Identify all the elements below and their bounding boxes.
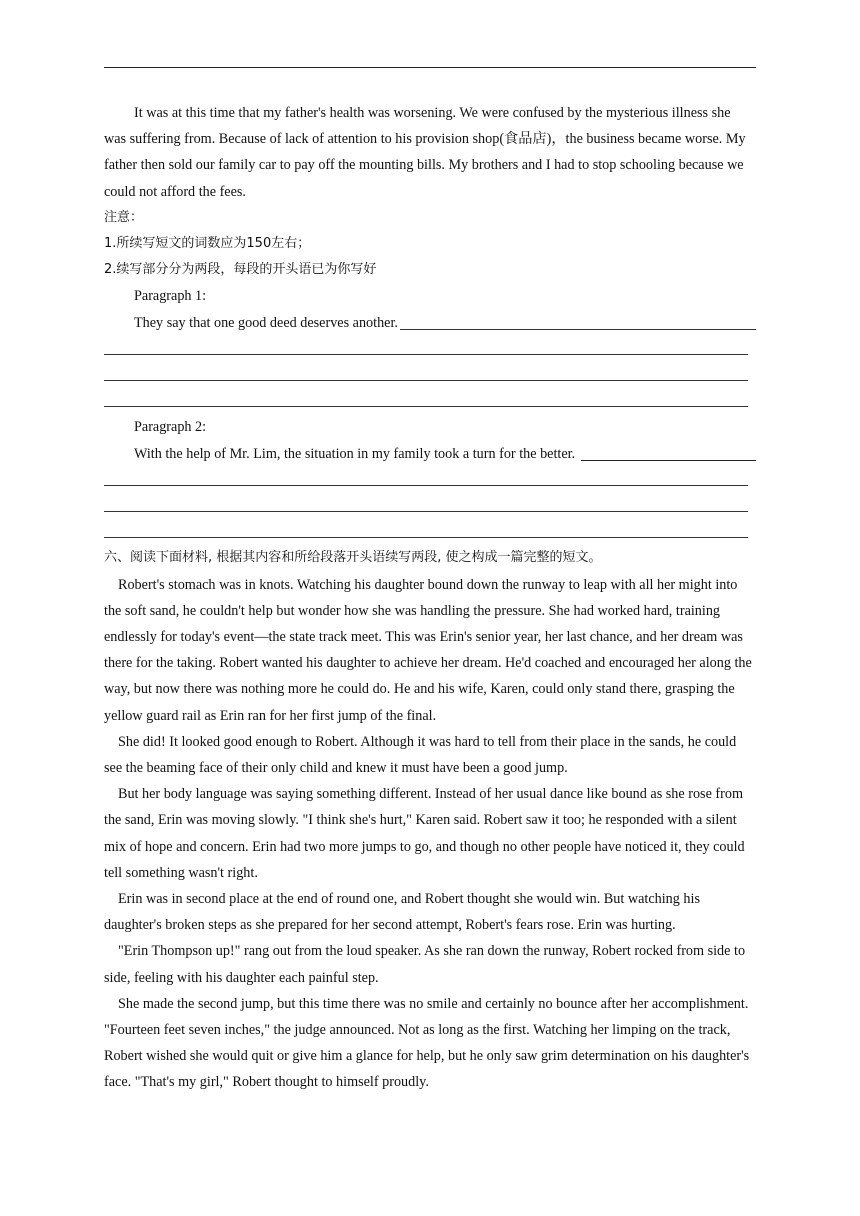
writing-line[interactable]	[104, 336, 756, 362]
notes-item-1: 1.所续写短文的词数应为150左右；	[104, 236, 311, 252]
story-paragraph: "Erin Thompson up!" rang out from the loud speaker. As she ran down the runway, Robert rocked from side to side, feeling with his daughter each painful step.	[104, 943, 746, 986]
story-paragraph: Robert's stomach was in knots. Watching his daughter bound down the runway to leap with all her might into the soft sand, he couldn't help but wonder how she was handling the pressure. She had worked hard, training endlessly for today's event—the state track meet. This was Erin's senior year, her last chance, and her dream was there for the taking. Robert wanted his daughter to achieve her dream. He'd coached and encouraged her along the way, but now there was nothing more he could do. He and his wife, Karen, could only stand there, grasping the yellow guard rail as Erin ran for her first jump of the final.	[104, 576, 752, 724]
paragraph1-opening-line	[104, 310, 756, 336]
document-body	[104, 100, 756, 1096]
writing-line[interactable]	[104, 388, 756, 414]
section6-instruction: 六、阅读下面材料, 根据其内容和所给段落开头语续写两段, 使之构成一篇完整的短文。	[104, 550, 602, 566]
story-paragraph: She made the second jump, but this time there was no smile and certainly no bounce after her accomplishment. "Fourteen feet seven inches," the judge announced. Not as long as the first. Watching her limping on the track, Robert wished she would quit or give him a glance for help, but he only saw grim determination on his daughter's face. "That's my girl," Robert thought to himself proudly.	[104, 995, 750, 1091]
story-paragraph: Erin was in second place at the end of round one, and Robert thought she would win. But watching his daughter's broken steps as she prepared for her second attempt, Robert's fears rose. Erin was hurting.	[104, 891, 700, 934]
intro-paragraph: It was at this time that my father's health was worsening. We were confused by the mysterious illness she was suffering from. Because of lack of attention to his provision shop(食品店)，the business became worse. My father then sold our family car to pay off the mounting bills. My brothers and I had to stop schooling because we could not afford the fees.	[104, 105, 746, 200]
paragraph1-label: Paragraph 1:	[134, 288, 207, 305]
writing-line[interactable]	[104, 467, 756, 493]
writing-blank[interactable]	[581, 442, 756, 461]
writing-line[interactable]	[104, 519, 756, 545]
story-paragraph: But her body language was saying something different. Instead of her usual dance like bound as she rose from the sand, Erin was moving slowly. "I think she's hurt," Karen said. Robert saw it too; he responded with a silent mix of hope and concern. Erin had two more jumps to go, and though no other people have noticed it, they could tell something wasn't right.	[104, 786, 745, 881]
writing-line[interactable]	[104, 493, 756, 519]
notes-heading: 注意：	[104, 209, 144, 225]
writing-line[interactable]	[104, 362, 756, 388]
paragraph2-label: Paragraph 2:	[134, 419, 207, 436]
paragraph1-opening: They say that one good deed deserves another.	[134, 314, 398, 331]
writing-blank[interactable]	[400, 311, 756, 330]
paragraph2-opening: With the help of Mr. Lim, the situation in my family took a turn for the better.	[134, 445, 576, 462]
notes-item-2: 2.续写部分分为两段，每段的开头语已为你写好	[104, 262, 377, 278]
story-paragraph: She did! It looked good enough to Robert. Although it was hard to tell from their place in the sands, he could see the beaming face of their only child and knew it must have been a good jump.	[104, 733, 737, 776]
header-rule	[104, 67, 756, 68]
paragraph2-opening-line	[104, 441, 756, 467]
